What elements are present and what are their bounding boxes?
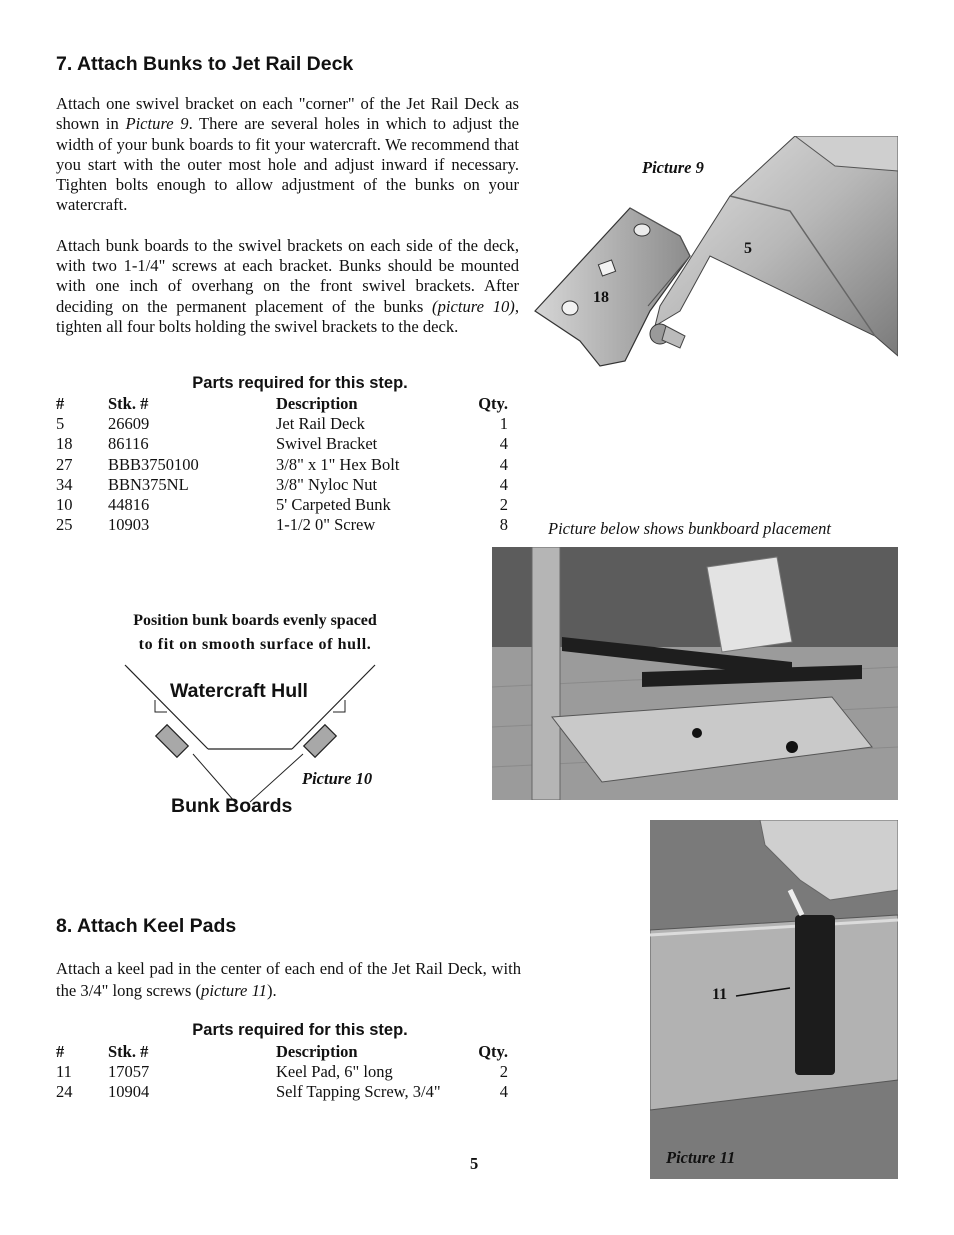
bunkboard-photo-illustration bbox=[492, 547, 898, 800]
para1-text-a: Attach one swivel bracket on each "corner" of the Jet Rail Deck as shown in bbox=[56, 94, 519, 134]
callout-11: 11 bbox=[712, 986, 728, 1003]
part-stock: BBB3750100 bbox=[108, 454, 199, 474]
table-row bbox=[56, 1062, 508, 1082]
part-stock: 10904 bbox=[108, 1082, 150, 1102]
column-header-number: # bbox=[56, 1042, 65, 1061]
part-description: Self Tapping Screw, 3/4" bbox=[276, 1082, 441, 1102]
picture-11-caption: Picture 11 bbox=[666, 1148, 736, 1167]
part-quantity: 4 bbox=[499, 1082, 508, 1102]
section-8-text-a: Attach a keel pad in the center of each end of the Jet Rail Deck, with the 3/4" long screws ( bbox=[56, 959, 521, 1000]
part-number: 27 bbox=[56, 454, 73, 474]
picture-10-caption: Picture 10 bbox=[302, 769, 373, 788]
section-7-paragraph-2 bbox=[56, 236, 519, 337]
bunkboard-placement-photo bbox=[492, 547, 898, 800]
callout-5: 5 bbox=[744, 240, 752, 257]
column-header-description: Description bbox=[276, 394, 358, 413]
column-header-quantity: Qty. bbox=[478, 1042, 508, 1061]
picture-10-note bbox=[105, 609, 405, 657]
part-stock: 10903 bbox=[108, 515, 150, 535]
bunkboard-placement-caption: Picture below shows bunkboard placement bbox=[548, 519, 831, 538]
part-quantity: 4 bbox=[499, 454, 508, 474]
part-number: 25 bbox=[56, 515, 73, 535]
table-row bbox=[56, 1082, 508, 1102]
part-stock: 17057 bbox=[108, 1062, 150, 1082]
section-8-body bbox=[56, 958, 521, 1002]
section-7-parts-title: Parts required for this step. bbox=[192, 374, 408, 392]
section-8-parts-table bbox=[56, 1042, 508, 1103]
part-stock: 86116 bbox=[108, 434, 149, 454]
part-quantity: 4 bbox=[499, 474, 508, 494]
picture-10-reference: (picture 10) bbox=[432, 296, 515, 316]
section-8-text-b: ). bbox=[266, 981, 277, 1000]
para2-text-a: Attach bunk boards to the swivel brackets on each side of the deck, with two 1-1/4" screws at each bracket. Bunks should be mounted with one inch of overhang on the front swivel brackets. After deciding on the permanent placement of the bunks bbox=[56, 235, 519, 316]
column-header-stock: Stk. # bbox=[108, 394, 149, 413]
bunk-boards-label: Bunk Boards bbox=[171, 795, 293, 817]
section-8-paragraph bbox=[56, 958, 521, 1002]
part-number: 10 bbox=[56, 495, 73, 515]
part-number: 34 bbox=[56, 474, 73, 494]
column-header-description: Description bbox=[276, 1042, 358, 1061]
part-stock: 44816 bbox=[108, 495, 150, 515]
section-7-heading: 7. Attach Bunks to Jet Rail Deck bbox=[56, 53, 354, 75]
picture-10-note-line-2: to fit on smooth surface of hull. bbox=[138, 636, 372, 653]
watercraft-hull-label: Watercraft Hull bbox=[170, 680, 308, 702]
part-stock: BBN375NL bbox=[108, 474, 189, 494]
picture-10-note-line-1: Position bunk boards evenly spaced bbox=[133, 612, 377, 629]
part-quantity: 8 bbox=[499, 515, 508, 535]
swivel-bracket-illustration bbox=[530, 136, 898, 372]
picture-11-photo bbox=[650, 820, 898, 1179]
section-7-body bbox=[56, 94, 519, 337]
part-quantity: 2 bbox=[499, 1062, 508, 1082]
part-description: 1-1/2 0" Screw bbox=[276, 515, 376, 535]
part-number: 18 bbox=[56, 434, 73, 454]
table-row bbox=[56, 475, 508, 495]
para1-text-b: . There are several holes in which to adjust the width of your bunk boards to fit your watercraft. We recommend that you start with the outer most hole and adjust inward if necessary. Tighten bolts enough to allow adjustment of the bunks on your watercraft. bbox=[56, 114, 520, 215]
picture-9-photo bbox=[530, 136, 898, 372]
picture-11-reference: picture 11 bbox=[201, 981, 267, 1000]
table-row bbox=[56, 455, 508, 475]
part-description: 3/8" x 1" Hex Bolt bbox=[276, 454, 400, 474]
part-number: 11 bbox=[56, 1062, 72, 1082]
part-description: Keel Pad, 6" long bbox=[276, 1062, 393, 1082]
callout-18: 18 bbox=[593, 289, 609, 306]
column-header-number: # bbox=[56, 394, 65, 413]
part-description: 5' Carpeted Bunk bbox=[276, 495, 391, 515]
parts-table-header bbox=[56, 1042, 508, 1062]
picture-9-reference: Picture 9 bbox=[125, 114, 189, 134]
table-row bbox=[56, 515, 508, 535]
part-description: 3/8" Nyloc Nut bbox=[276, 474, 378, 494]
column-header-quantity: Qty. bbox=[478, 394, 508, 413]
column-header-stock: Stk. # bbox=[108, 1042, 149, 1061]
table-row bbox=[56, 495, 508, 515]
part-description: Jet Rail Deck bbox=[276, 414, 365, 434]
para2-text-b: , tighten all four bolts holding the swivel brackets to the deck. bbox=[56, 296, 519, 336]
section-7-paragraph-1 bbox=[56, 94, 519, 216]
part-quantity: 4 bbox=[499, 434, 508, 454]
section-7-parts-table bbox=[56, 394, 508, 535]
section-8-parts-title: Parts required for this step. bbox=[192, 1021, 408, 1039]
page-number: 5 bbox=[470, 1154, 479, 1173]
part-quantity: 2 bbox=[499, 495, 508, 515]
part-description: Swivel Bracket bbox=[276, 434, 378, 454]
part-stock: 26609 bbox=[108, 414, 150, 434]
keel-pad-illustration bbox=[650, 820, 898, 1179]
picture-9-caption: Picture 9 bbox=[642, 158, 704, 177]
parts-table-header bbox=[56, 394, 508, 414]
table-row bbox=[56, 414, 508, 434]
section-8-heading: 8. Attach Keel Pads bbox=[56, 915, 237, 937]
table-row bbox=[56, 434, 508, 454]
part-quantity: 1 bbox=[499, 414, 508, 434]
part-number: 24 bbox=[56, 1082, 73, 1102]
part-number: 5 bbox=[56, 414, 65, 434]
